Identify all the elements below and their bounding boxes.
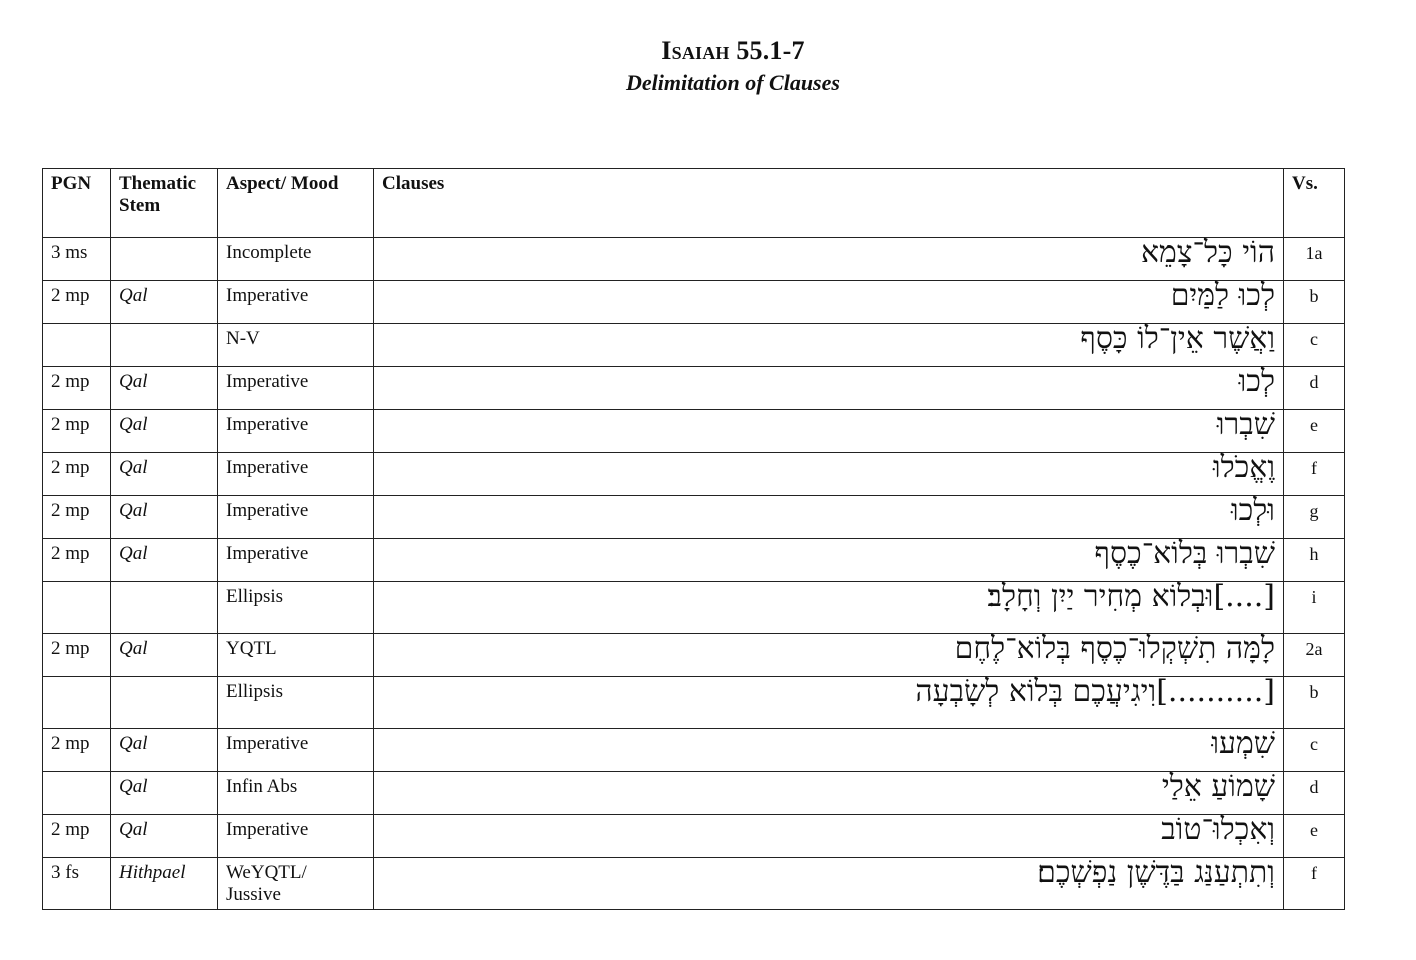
pgn-cell: 2 mp <box>43 453 111 496</box>
table-row <box>43 539 1345 582</box>
aspect-cell: Imperative <box>218 496 374 539</box>
aspect-cell: Incomplete <box>218 238 374 281</box>
clause-cell: שִׁבְרוּ בְּלוֹא־כֶסֶף <box>374 539 1284 582</box>
stem-cell: Qal <box>111 453 218 496</box>
stem-cell: Qal <box>111 815 218 858</box>
stem-cell: Qal <box>111 539 218 582</box>
stem-cell: Qal <box>111 772 218 815</box>
column-header-clauses: Clauses <box>374 169 1284 238</box>
stem-cell <box>111 238 218 281</box>
stem-cell <box>111 677 218 729</box>
clause-cell: לְכוּ <box>374 367 1284 410</box>
clause-cell: שִׁבְרוּ <box>374 410 1284 453</box>
table-row <box>43 410 1345 453</box>
clause-cell: [..........]וִיגִיעֲכֶם בְּלוֹא לְשָׂבְעָה <box>374 677 1284 729</box>
verse-cell: c <box>1284 729 1345 772</box>
aspect-cell: WeYQTL/ Jussive <box>218 858 374 910</box>
pgn-cell: 2 mp <box>43 539 111 582</box>
verse-cell: e <box>1284 815 1345 858</box>
aspect-cell: Imperative <box>218 410 374 453</box>
clause-cell: הוֹי כָּל־צָמֵא <box>374 238 1284 281</box>
aspect-cell: Ellipsis <box>218 582 374 634</box>
table-header-row <box>43 169 1345 238</box>
pgn-cell: 2 mp <box>43 496 111 539</box>
pgn-cell: 2 mp <box>43 815 111 858</box>
verse-cell: b <box>1284 677 1345 729</box>
stem-cell: Qal <box>111 367 218 410</box>
verse-cell: f <box>1284 453 1345 496</box>
table-row <box>43 815 1345 858</box>
page-subtitle: Delimitation of Clauses <box>626 70 840 95</box>
table-row <box>43 772 1345 815</box>
aspect-cell: Imperative <box>218 281 374 324</box>
column-header-vs: Vs. <box>1284 169 1345 238</box>
pgn-cell <box>43 324 111 367</box>
column-header-aspect: Aspect/ Mood <box>218 169 374 238</box>
table-row <box>43 634 1345 677</box>
pgn-cell <box>43 582 111 634</box>
clause-cell: לְכוּ לַמַּיִם <box>374 281 1284 324</box>
aspect-cell: Ellipsis <box>218 677 374 729</box>
table-row <box>43 496 1345 539</box>
clause-cell: [....]וּבְלוֹא מְחִיר יַיִן וְחָלָב׃ <box>374 582 1284 634</box>
stem-cell: Qal <box>111 410 218 453</box>
verse-cell: d <box>1284 772 1345 815</box>
clause-cell: וַאֲשֶׁר אֵין־לוֹ כָּסֶף <box>374 324 1284 367</box>
clause-cell: וְאִכְלוּ־טוֹב <box>374 815 1284 858</box>
aspect-cell: Imperative <box>218 729 374 772</box>
verse-cell: c <box>1284 324 1345 367</box>
pgn-cell: 2 mp <box>43 281 111 324</box>
clause-cell: שָׁמוֹעַ אֵלַי <box>374 772 1284 815</box>
stem-cell: Qal <box>111 729 218 772</box>
aspect-cell: YQTL <box>218 634 374 677</box>
stem-cell: Qal <box>111 634 218 677</box>
aspect-cell: Imperative <box>218 815 374 858</box>
verse-cell: b <box>1284 281 1345 324</box>
clause-cell: שִׁמְעוּ <box>374 729 1284 772</box>
pgn-cell: 2 mp <box>43 367 111 410</box>
table-row <box>43 281 1345 324</box>
table-row <box>43 582 1345 634</box>
pgn-cell <box>43 772 111 815</box>
verse-cell: g <box>1284 496 1345 539</box>
column-header-pgn: PGN <box>43 169 111 238</box>
verse-cell: f <box>1284 858 1345 910</box>
clause-cell: וֶאֱכֹלוּ <box>374 453 1284 496</box>
clause-table <box>42 168 1345 910</box>
verse-cell: e <box>1284 410 1345 453</box>
table-row <box>43 238 1345 281</box>
aspect-cell: Imperative <box>218 367 374 410</box>
aspect-cell: N-V <box>218 324 374 367</box>
verse-cell: h <box>1284 539 1345 582</box>
table-row <box>43 453 1345 496</box>
table-row <box>43 729 1345 772</box>
clause-cell: וּלְכוּ <box>374 496 1284 539</box>
verse-cell: i <box>1284 582 1345 634</box>
aspect-cell: Infin Abs <box>218 772 374 815</box>
verse-cell: 2a <box>1284 634 1345 677</box>
pgn-cell <box>43 677 111 729</box>
table-row <box>43 677 1345 729</box>
column-header-stem: Thematic Stem <box>111 169 218 238</box>
pgn-cell: 2 mp <box>43 410 111 453</box>
stem-cell: Qal <box>111 281 218 324</box>
pgn-cell: 2 mp <box>43 634 111 677</box>
pgn-cell: 2 mp <box>43 729 111 772</box>
aspect-cell: Imperative <box>218 539 374 582</box>
stem-cell <box>111 582 218 634</box>
pgn-cell: 3 fs <box>43 858 111 910</box>
pgn-cell: 3 ms <box>43 238 111 281</box>
clause-cell: וְתִתְעַנַּג בַּדֶּשֶׁן נַפְשְׁכֶם׃ <box>374 858 1284 910</box>
stem-cell: Qal <box>111 496 218 539</box>
aspect-cell: Imperative <box>218 453 374 496</box>
clause-cell: לָמָּה תִשְׁקְלוּ־כֶסֶף בְּלוֹא־לֶחֶם <box>374 634 1284 677</box>
verse-cell: 1a <box>1284 238 1345 281</box>
stem-cell: Hithpael <box>111 858 218 910</box>
table-row <box>43 367 1345 410</box>
table-row <box>43 858 1345 910</box>
stem-cell <box>111 324 218 367</box>
page-title: Isaiah 55.1-7 <box>661 36 805 65</box>
verse-cell: d <box>1284 367 1345 410</box>
table-row <box>43 324 1345 367</box>
